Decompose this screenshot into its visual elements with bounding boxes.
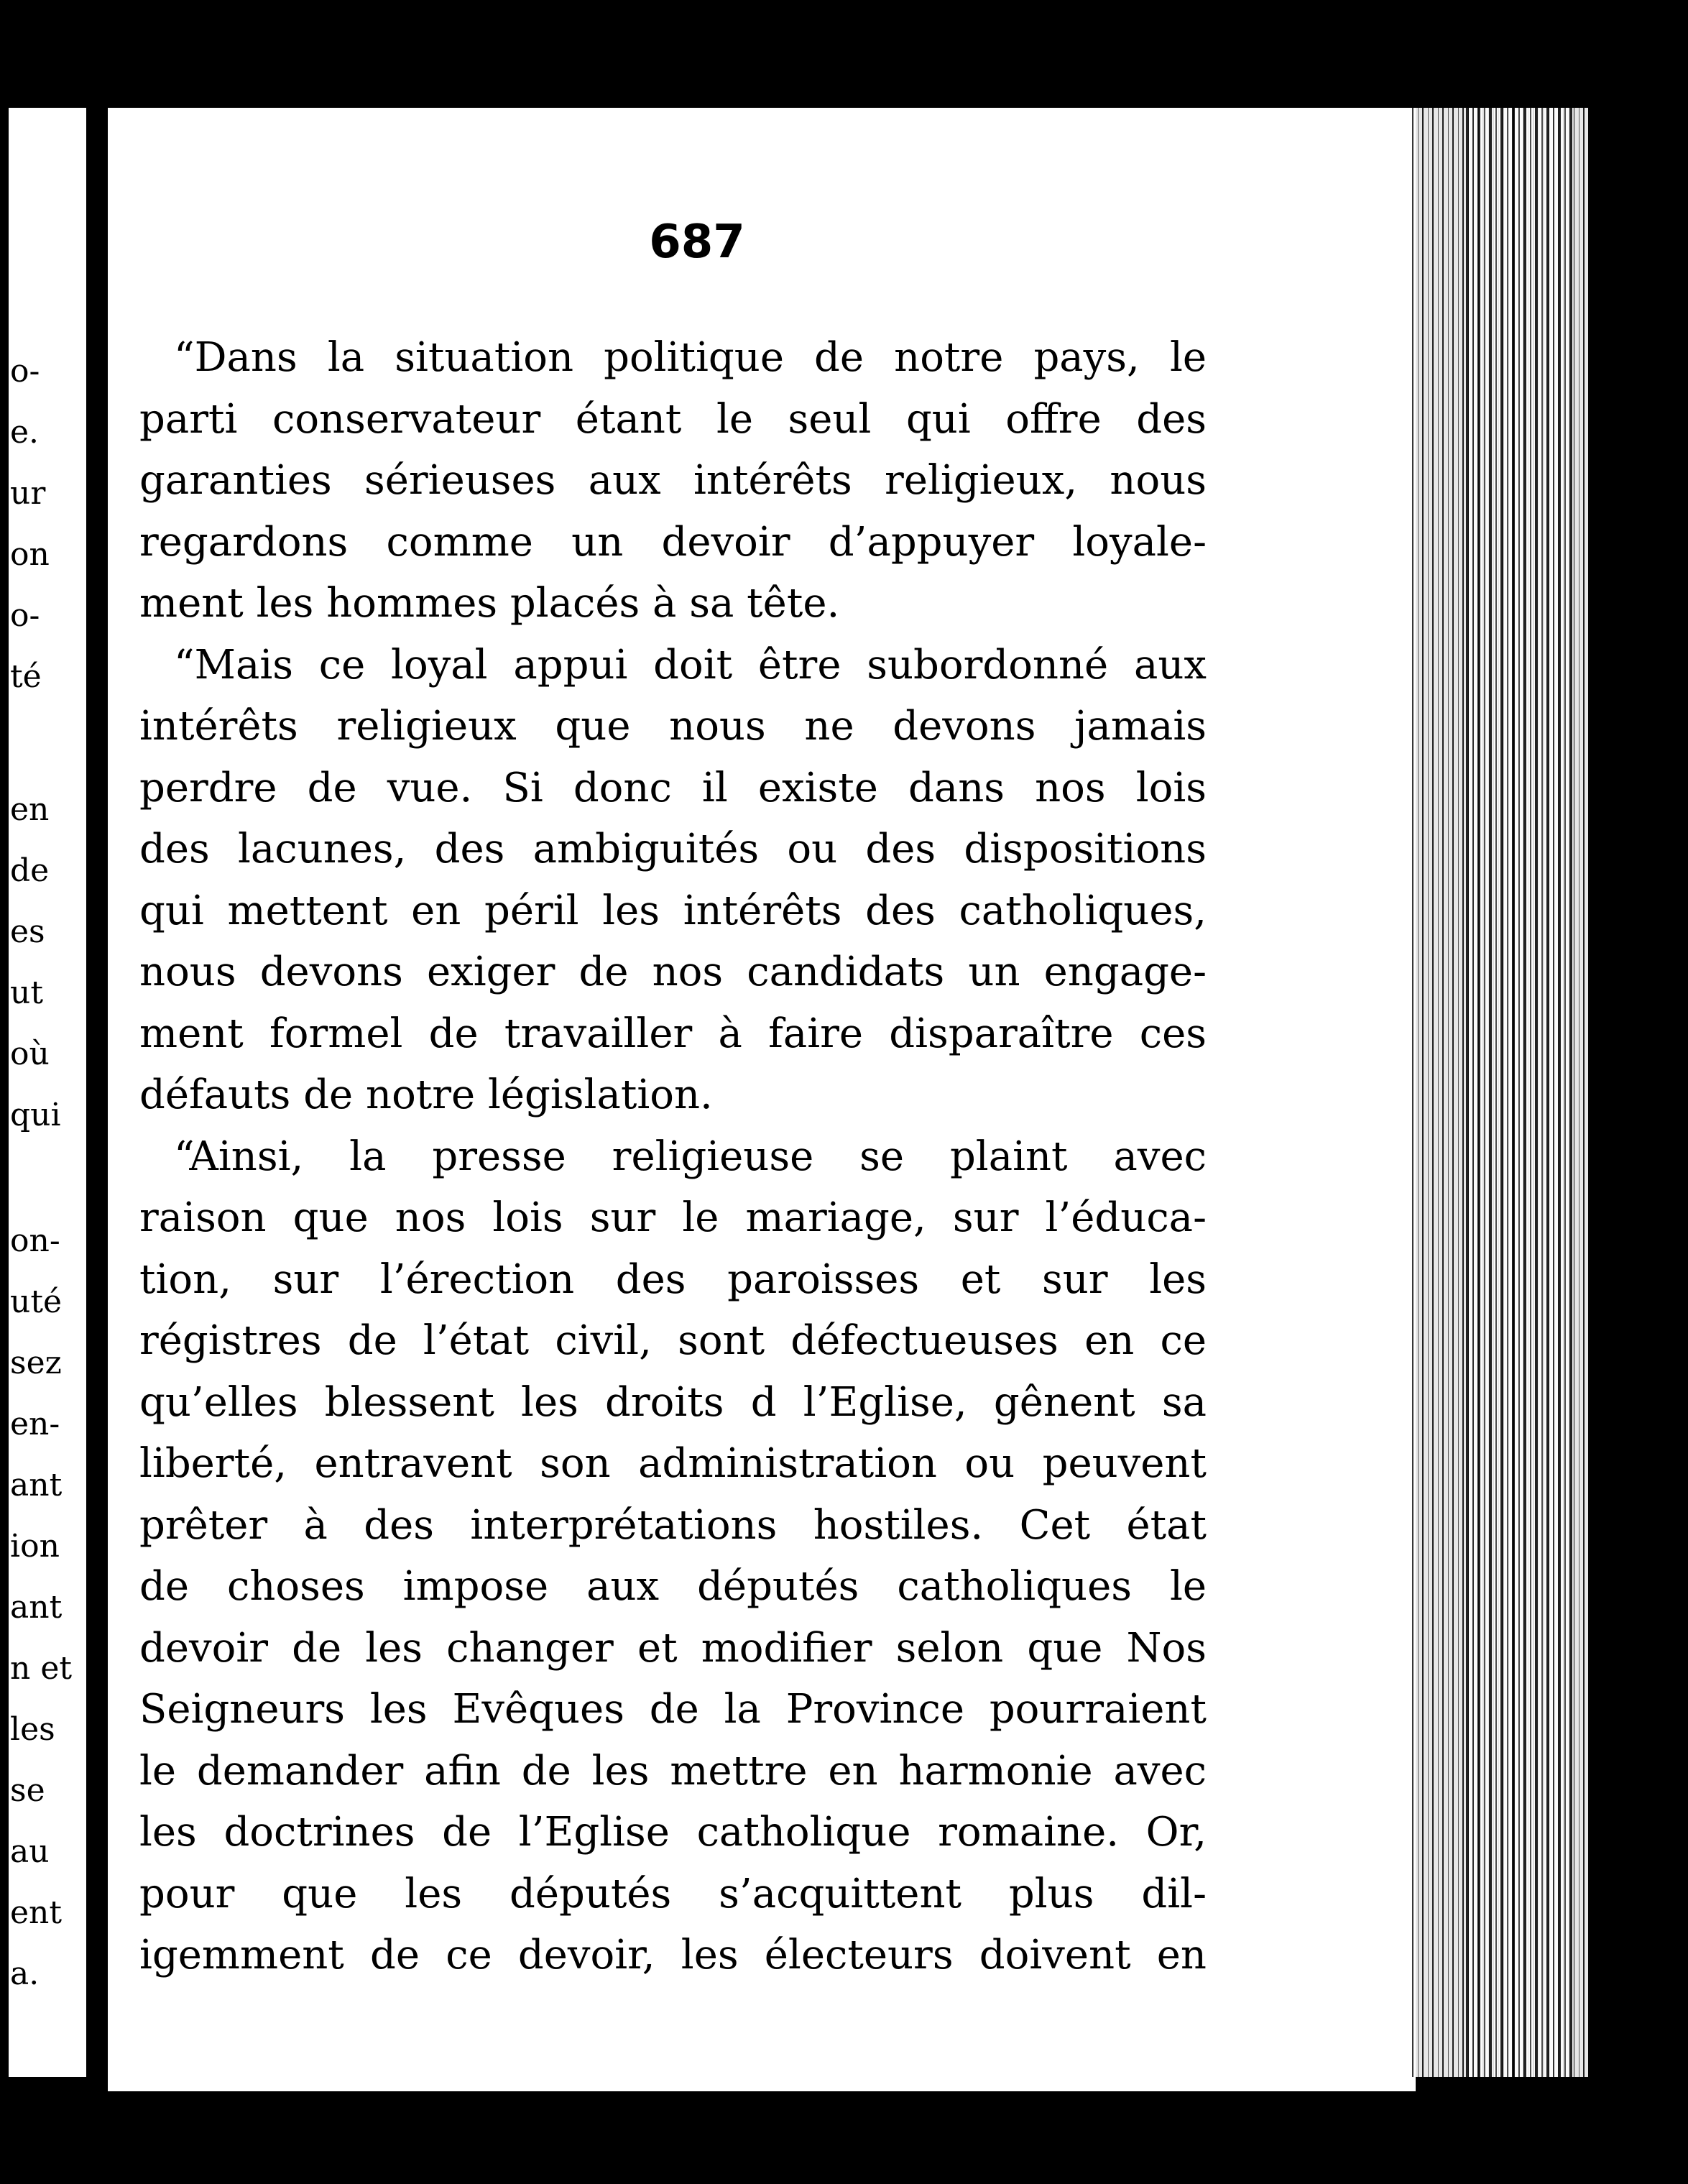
left-page-fragment: ent — [10, 1894, 63, 1931]
book-page — [108, 108, 1416, 2091]
left-page-fragment: ur — [10, 475, 46, 512]
text-line: pour que les députés s’acquittent plus dil- — [139, 1870, 1207, 1917]
page-number: 687 — [649, 216, 745, 269]
left-page-fragment: on — [10, 536, 50, 573]
left-page-fragment: au — [10, 1833, 50, 1870]
left-page-fragment: ant — [10, 1467, 63, 1503]
text-line: nous devons exiger de nos candidats un engage- — [139, 949, 1207, 995]
left-page-fragment: en — [10, 791, 50, 828]
left-page-fragment: les — [10, 1711, 55, 1748]
left-page-fragment: es — [10, 913, 45, 950]
text-line: Seigneurs les Evêques de la Province pourraient — [139, 1686, 1207, 1733]
text-line: tion, sur l’érection des paroisses et sur les — [139, 1255, 1207, 1303]
left-page-fragment: o- — [10, 353, 40, 390]
left-page-fragment: qui — [10, 1097, 61, 1133]
text-line: prêter à des interprétations hostiles. Cet état — [139, 1501, 1207, 1549]
left-page-fragment: où — [10, 1036, 50, 1072]
left-page-fragment: de — [10, 852, 50, 889]
text-line: devoir de les changer et modifier selon que Nos — [139, 1624, 1207, 1672]
left-page-fragment: on- — [10, 1222, 60, 1259]
text-line: ment formel de travailler à faire disparaître ces — [139, 1010, 1207, 1057]
text-line: parti conservateur étant le seul qui offre des — [139, 395, 1207, 443]
left-page-fragment: en- — [10, 1406, 60, 1442]
text-line: liberté, entravent son administration ou peuvent — [139, 1440, 1207, 1487]
left-page-fragment: a. — [10, 1955, 40, 1992]
left-page-fragment: ant — [10, 1589, 63, 1626]
body-text — [139, 327, 1207, 1986]
text-line: “Ainsi, la presse religieuse se plaint avec — [174, 1133, 1207, 1180]
left-page-fragment: té — [10, 658, 42, 695]
left-page-fragment: n et — [10, 1650, 73, 1687]
left-page-fragment: o- — [10, 597, 40, 634]
text-line: “Dans la situation politique de notre pays, le — [174, 334, 1207, 381]
text-line: défauts de notre législation. — [139, 1072, 713, 1118]
text-line: igemment de ce devoir, les électeurs doivent en — [139, 1932, 1207, 1978]
page-edge-shadow — [1466, 108, 1574, 2077]
text-line: le demander afin de les mettre en harmonie avec — [139, 1747, 1207, 1794]
paragraph-3 — [139, 1126, 1207, 1986]
left-page-fragment: uté — [10, 1284, 63, 1320]
text-line: perdre de vue. Si donc il existe dans nos lois — [139, 764, 1207, 811]
text-line: intérêts religieux que nous ne devons jamais — [139, 703, 1207, 750]
left-page-fragment: sez — [10, 1345, 62, 1381]
left-page-fragment: e. — [10, 414, 40, 451]
paragraph-2 — [139, 635, 1207, 1126]
text-line: de choses impose aux députés catholiques le — [139, 1563, 1207, 1610]
text-line: regardons comme un devoir d’appuyer loyale- — [139, 518, 1207, 566]
text-line: qui mettent en péril les intérêts des catholiques, — [139, 887, 1207, 934]
text-line: ment les hommes placés à sa tête. — [139, 580, 840, 627]
text-line: des lacunes, des ambiguités ou des dispositions — [139, 826, 1207, 872]
text-line: garanties sérieuses aux intérêts religieux, nous — [139, 457, 1207, 504]
text-line: qu’elles blessent les droits d l’Eglise, gênent sa — [139, 1378, 1207, 1426]
text-line: “Mais ce loyal appui doit être subordonné aux — [174, 641, 1207, 688]
text-line: les doctrines de l’Eglise catholique romaine. Or, — [139, 1809, 1207, 1856]
left-page-fragment: ion — [10, 1528, 60, 1565]
text-line: régistres de l’état civil, sont défectueuses en ce — [139, 1317, 1207, 1364]
text-line: raison que nos lois sur le mariage, sur l’éduca- — [139, 1194, 1207, 1241]
paragraph-1 — [139, 327, 1207, 635]
left-page-fragment: ut — [10, 974, 44, 1011]
left-page-fragment: se — [10, 1772, 45, 1809]
